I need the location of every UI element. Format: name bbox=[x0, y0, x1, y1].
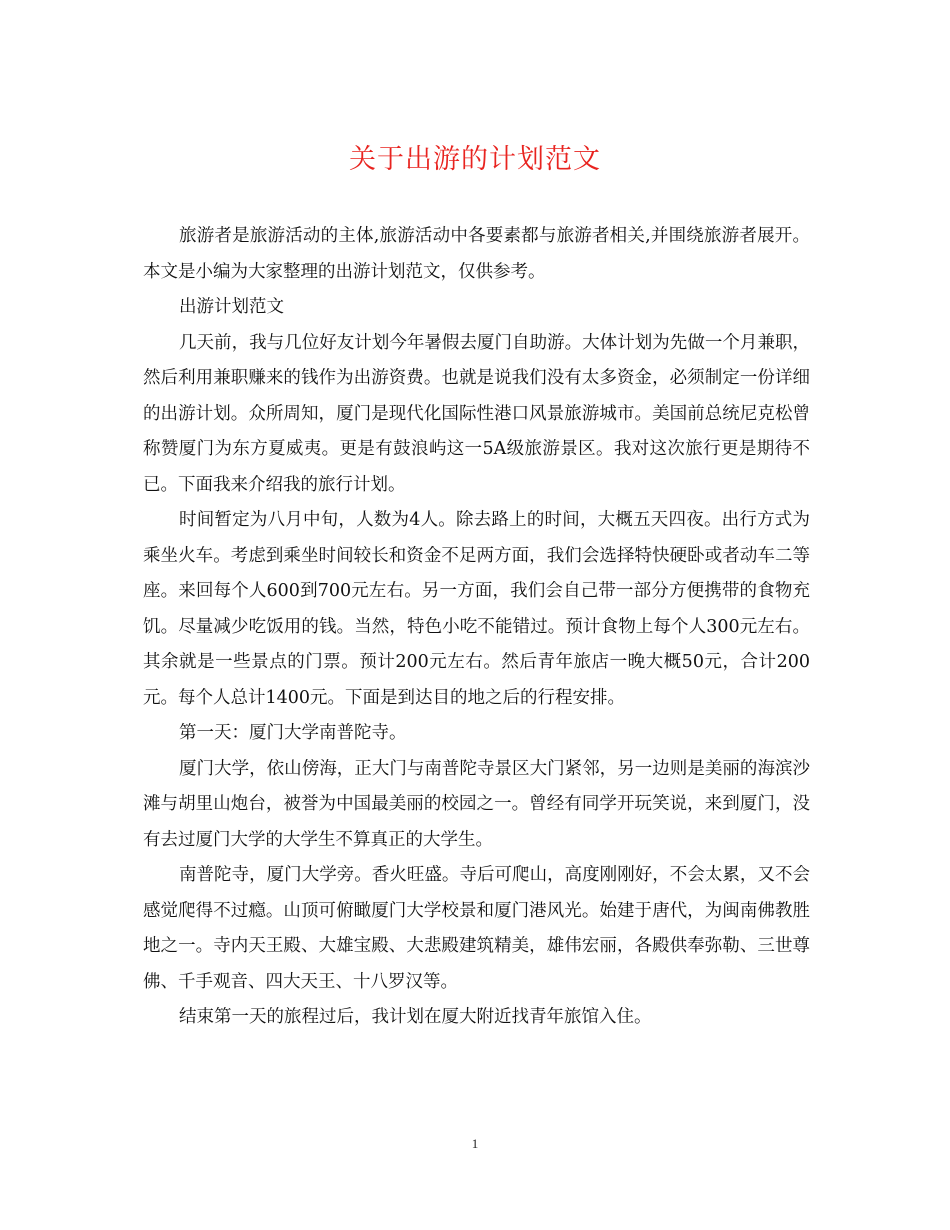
paragraph-plan-overview: 几天前，我与几位好友计划今年暑假去厦门自助游。大体计划为先做一个月兼职，然后利用兼职赚来的钱作为出游资费。也就是说我们没有太多资金，必须制定一份详细的出游计划。众所周知，厦门是现代化国际性港口风景旅游城市。美国前总统尼克松曾称赞厦门为东方夏威夷。更是有鼓浪屿这一5A级旅游景区。我对这次旅行更是期待不已。下面我来介绍我的旅行计划。 bbox=[143, 332, 810, 495]
paragraph-nanputuo-temple: 南普陀寺，厦门大学旁。香火旺盛。寺后可爬山，高度刚刚好，不会太累，又不会感觉爬得不过瘾。山顶可俯瞰厦门大学校景和厦门港风光。始建于唐代，为闽南佛教胜地之一。寺内天王殿、大雄宝殿、大悲殿建筑精美，雄伟宏丽，各殿供奉弥勒、三世尊佛、千手观音、四大天王、十八罗汉等。 bbox=[143, 865, 810, 992]
paragraph-day-one-end: 结束第一天的旅程过后，我计划在厦大附近找青年旅馆入住。 bbox=[179, 1007, 652, 1027]
document-body bbox=[143, 219, 810, 1036]
paragraph-intro: 旅游者是旅游活动的主体,旅游活动中各要素都与旅游者相关,并围绕旅游者展开。本文是小编为大家整理的出游计划范文，仅供参考。 bbox=[143, 226, 810, 282]
paragraph-xiamen-university: 厦门大学，依山傍海，正大门与南普陀寺景区大门紧邻，另一边则是美丽的海滨沙滩与胡里山炮台，被誉为中国最美丽的校园之一。曾经有同学开玩笑说，来到厦门，没有去过厦门大学的大学生不算真正的大学生。 bbox=[143, 758, 810, 850]
paragraph-section-heading: 出游计划范文 bbox=[179, 297, 284, 317]
document-title: 关于出游的计划范文 bbox=[349, 144, 601, 175]
page-number: 1 bbox=[471, 1136, 479, 1151]
paragraph-budget: 时间暂定为八月中旬，人数为4人。除去路上的时间，大概五天四夜。出行方式为乘坐火车。考虑到乘坐时间较长和资金不足两方面，我们会选择特快硬卧或者动车二等座。来回每个人600到700元左右。另一方面，我们会自己带一部分方便携带的食物充饥。尽量减少吃饭用的钱。当然，特色小吃不能错过。预计食物上每个人300元左右。其余就是一些景点的门票。预计200元左右。然后青年旅店一晚大概50元，合计200元。每个人总计1400元。下面是到达目的地之后的行程安排。 bbox=[143, 510, 810, 708]
paragraph-day-one-heading: 第一天：厦门大学南普陀寺。 bbox=[179, 723, 407, 743]
